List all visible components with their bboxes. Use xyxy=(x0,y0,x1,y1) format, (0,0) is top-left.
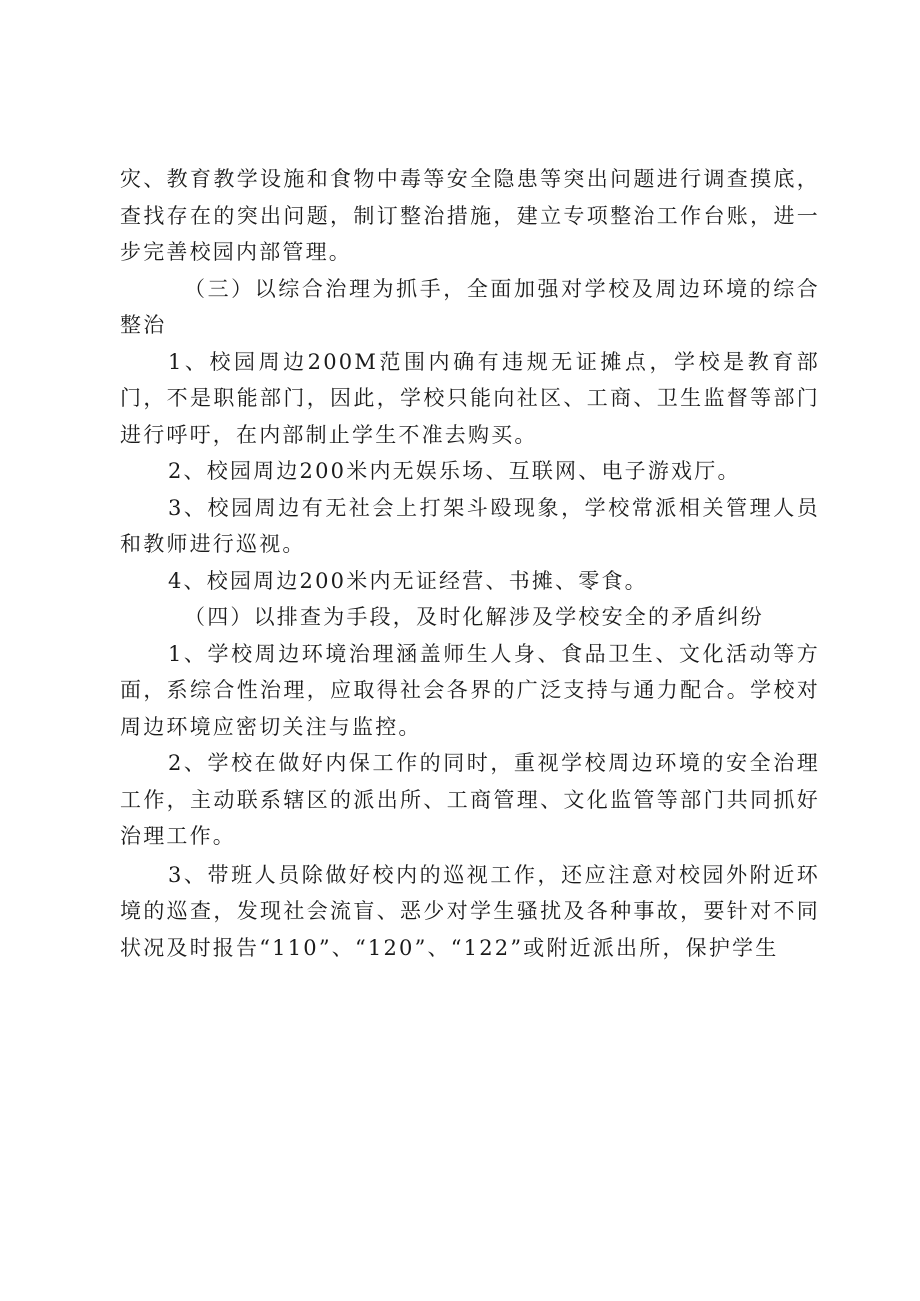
section-heading-4: （四）以排查为手段，及时化解涉及学校安全的矛盾纠纷 xyxy=(184,605,764,629)
list-item: 2、校园周边200米内无娱乐场、互联网、电子游戏厅。 xyxy=(168,459,741,483)
list-item: 3、带班人员除做好校内的巡视工作，还应注意对校园外附近环境的巡查，发现社会流盲、恶少对学生骚扰及各种事故，要针对不同状况及时报告“110”、“120”、“122”或附近派出所，保护学生 xyxy=(120,862,820,960)
list-item: 1、学校周边环境治理涵盖师生人身、食品卫生、文化活动等方面，系综合性治理，应取得社会各界的广泛支持与通力配合。学校对周边环境应密切关注与监控。 xyxy=(120,641,820,739)
list-item: 1、校园周边200M范围内确有违规无证摊点，学校是教育部门，不是职能部门，因此，学校只能向社区、工商、卫生监督等部门进行呼吁，在内部制止学生不准去购买。 xyxy=(120,349,820,447)
list-item: 4、校园周边200米内无证经营、书摊、零食。 xyxy=(168,568,648,593)
paragraph-continuation: 灾、教育教学设施和食物中毒等安全隐患等突出问题进行调查摸底，查找存在的突出问题，制订整治措施，建立专项整治工作台账，进一步完善校园内部管理。 xyxy=(120,167,820,264)
list-item: 3、校园周边有无社会上打架斗殴现象，学校常派相关管理人员和教师进行巡视。 xyxy=(120,495,820,556)
list-item: 2、学校在做好内保工作的同时，重视学校周边环境的安全治理工作，主动联系辖区的派出所、工商管理、文化监管等部门共同抓好治理工作。 xyxy=(120,751,820,848)
document-body xyxy=(120,161,820,966)
section-heading-3: （三）以综合治理为抓手，全面加强对学校及周边环境的综合整治 xyxy=(120,276,820,337)
